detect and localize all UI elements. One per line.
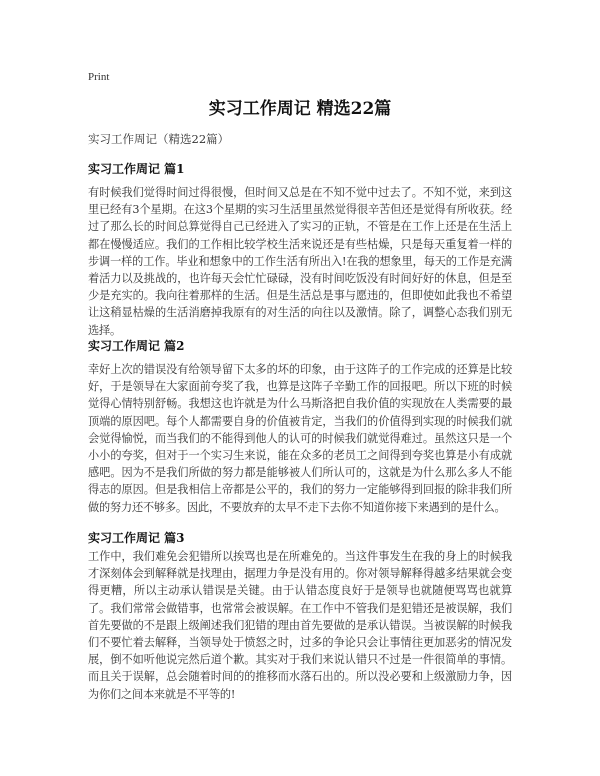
section-body-2: 幸好上次的错误没有给领导留下太多的坏的印象，由于这阵子的工作完成的还算是比较好，于是领导在大家面前夸奖了我，也算是这阵子辛勤工作的回报吧。所以下班的时候觉得心情特别舒畅。我想这也许就是为什么马斯洛把自我价值的实现放在人类需要的最顶端的原因吧。每个人都需要自身的价值被肯定，当我们的价值得到实现的时候我们就会觉得愉悦，而当我们的不能得到他人的认可的时候我们就觉得难过。虽然这只是一个小小的夸奖，但对于一个实习生来说，能在众多的老员工之间得到夸奖也算是小有成就感吧。因为不是我们所做的努力都是能够被人们所认可的，这就是为什么那么多人不能得志的原因。但是我相信上帝都是公平的，我们的努力一定能够得到回报的除非我们所做的努力还不够多。因此，不要放弃的太早不走下去你不知道你接下来遇到的是什么。 [88, 363, 512, 514]
print-link[interactable]: Print [88, 71, 110, 83]
section-heading-1: 实习工作周记 篇1 [88, 162, 185, 176]
section-body-3: 工作中，我们难免会犯错所以挨骂也是在所难免的。当这件事发生在我的身上的时候我才深刻体会到解释就是找理由，据理力争是没有用的。你对领导解释得越多结果就会变得更糟，所以主动承认错误是关键。由于认错态度良好于是领导也就随便骂骂也就算了。我们常常会做错事，也常常会被误解。在工作中不管我们是犯错还是被误解，我们首先要做的不是跟上级阐述我们犯错的理由首先要做的是承认错误。当被误解的时候我们不要忙着去解释，当领导处于愤怒之时，过多的争论只会让事情往更加恶劣的情况发展，倒不如听他说完然后道个歉。其实对于我们来说认错只不过是一件很简单的事情。而且关于误解，总会随着时间的的推移而水落石出的。所以没必要和上级激励力争，因为你们之间本来就是不平等的! [88, 550, 512, 701]
document-subtitle: 实习工作周记（精选22篇） [88, 132, 230, 146]
section-body-1: 有时候我们觉得时间过得很慢，但时间又总是在不知不觉中过去了。不知不觉，来到这里已经有3个星期。在这3个星期的实习生活里虽然觉得很辛苦但还是觉得有所收获。经过了那么长的时间总算觉得自己已经进入了实习的正轨，不管是在工作上还是在生活上都在慢慢适应。我们的工作相比较学校生活来说还是有些枯燥，只是每天重复着一样的步调一样的工作。毕业和想象中的工作生活有所出入!在我的想象里，每天的工作是充满着活力以及挑战的，也许每天会忙忙碌碌，没有时间吃饭没有时间好好的休息，但是至少是充实的。我向往着那样的生活。但是生活总是事与愿违的，但即使如此我也不希望让这稍显枯燥的生活消磨掉我原有的对生活的向往以及激情。除了，调整心态我们别无选择。 [88, 186, 512, 337]
section-heading-3: 实习工作周记 篇3 [88, 531, 185, 545]
section-heading-2: 实习工作周记 篇2 [88, 339, 185, 353]
page-title: 实习工作周记 精选22篇 [208, 99, 392, 119]
